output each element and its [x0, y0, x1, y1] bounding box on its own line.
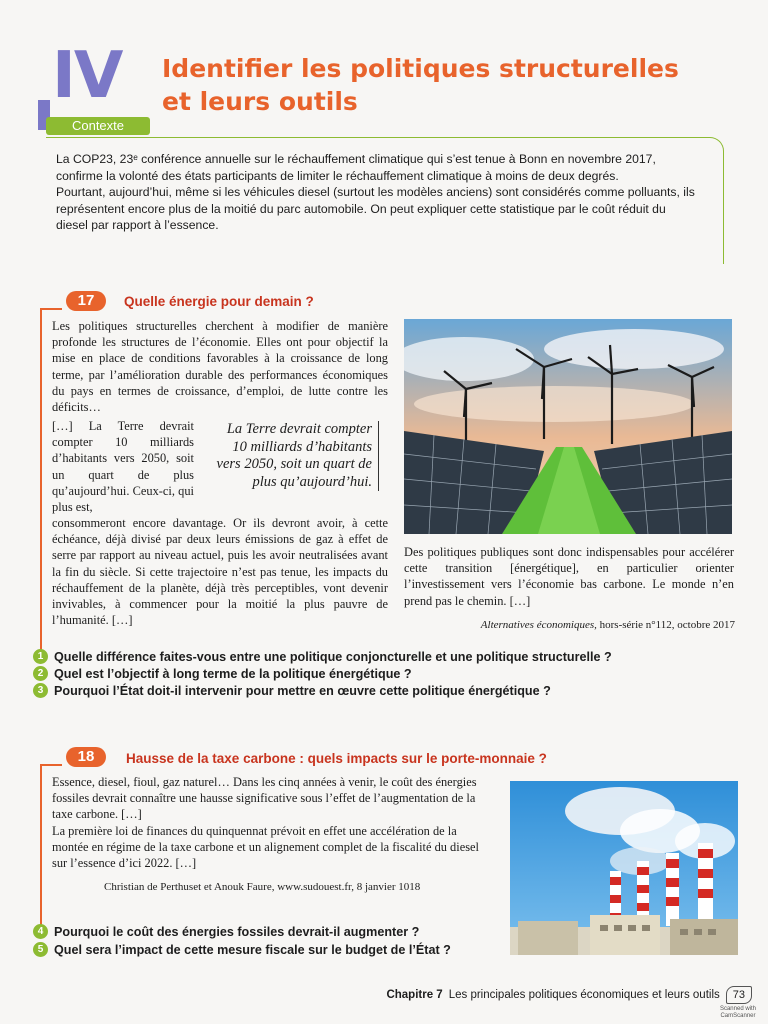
question-number: 4 — [33, 924, 48, 939]
wind-solar-illustration — [404, 319, 732, 534]
doc17-bracket-top — [40, 308, 62, 310]
page-title-line-1: Identifier les politiques structurelles — [162, 54, 679, 83]
question-text: Pourquoi le coût des énergies fossiles devrait-il augmenter ? — [54, 924, 420, 939]
power-plant-photo — [510, 781, 738, 955]
question-text: Quelle différence faites-vous entre une politique conjoncturelle et une politique structurelle ? — [54, 649, 612, 664]
doc17-bracket-side — [40, 308, 42, 654]
doc17-pull-quote: La Terre devrait compter 10 milliards d’habitants vers 2050, soit un quart de plus qu’aujourd’hui. — [210, 421, 379, 491]
question-text: Quel est l’objectif à long terme de la politique énergétique ? — [54, 666, 412, 681]
doc17-source-title: Alternatives économiques, — [480, 619, 597, 631]
section-roman-numeral: IV — [52, 39, 122, 113]
doc17-body: consommeront encore davantage. Or ils devront avoir, à cette échéance, déjà divisé par deux leurs émissions de gaz à effet de serre par rapport au niveau actuel, puis les avoir neutralisées avant la fin du siècle. Si cette trajectoire n’est pas tenue, les impacts du réchauffement de la planète, déjà très perceptibles, vont devenir invivables, à commencer pour la moitié la plus pauvre de l’humanité. […] — [52, 516, 388, 628]
question-row — [33, 683, 612, 698]
page-footer — [386, 986, 752, 1004]
doc18-body — [52, 774, 492, 871]
power-plant-illustration — [510, 781, 738, 955]
scanner-line-2: CamScanner — [720, 1013, 756, 1019]
doc18-questions — [33, 924, 451, 957]
question-number: 2 — [33, 666, 48, 681]
doc18-paragraph-2: La première loi de finances du quinquennat prévoit en effet une accélération de la montée en régime de la taxe carbone et un alignement complet de la fiscalité du diesel sur l’essence d’ici 2022. […] — [52, 823, 479, 871]
doc17-title: Quelle énergie pour demain ? — [124, 294, 314, 309]
doc18-source: Christian de Perthuset et Anouk Faure, www.sudouest.fr, 8 janvier 1018 — [104, 881, 421, 893]
footer-chapter-title: Les principales politiques économiques et leurs outils — [448, 989, 720, 1001]
question-row — [33, 649, 612, 664]
doc17-source — [481, 619, 735, 631]
page-number: 73 — [726, 986, 752, 1004]
doc17-narrow-text: […] La Terre devrait compter 10 milliards d’habitants vers 2050, soit un quart de plus qu’aujourd’hui. Ceux-ci, qui plus est, — [52, 419, 194, 515]
question-row — [33, 666, 612, 681]
page-title — [162, 52, 702, 118]
context-paragraph-2: Pourtant, aujourd’hui, même si les véhicules diesel (surtout les modèles anciens) sont considérés comme polluants, ils représentent encore plus de la moitié du parc automobile. On peut expliquer cette statistique par le coût réduit du diesel par rapport à l’essence. — [56, 185, 695, 232]
doc17-source-details: hors-série n°112, octobre 2017 — [596, 619, 735, 631]
doc18-paragraph-1: Essence, diesel, fioul, gaz naturel… Dans les cinq années à venir, le coût des énergies fossiles devrait connaître une hausse significative sous l’effet de l’augmentation de la taxe carbone. […] — [52, 775, 477, 822]
doc17-right-text: Des politiques publiques sont donc indispensables pour accélérer cette transition [énergétique], en particulier orienter l’investissement vers l’économie bas carbone. Le monde n’en prend pas le chemin. […] — [404, 545, 734, 608]
question-text: Quel sera l’impact de cette mesure fiscale sur le budget de l’État ? — [54, 942, 451, 957]
question-row — [33, 942, 451, 957]
scanner-watermark — [720, 1006, 756, 1020]
doc17-number-badge: 17 — [66, 291, 106, 311]
question-number: 3 — [33, 683, 48, 698]
doc18-title: Hausse de la taxe carbone : quels impacts sur le porte-monnaie ? — [126, 751, 547, 766]
scanner-line-1: Scanned with — [719, 1006, 756, 1012]
doc18-number-badge: 18 — [66, 747, 106, 767]
question-number: 1 — [33, 649, 48, 664]
question-number: 5 — [33, 942, 48, 957]
question-text: Pourquoi l’État doit-il intervenir pour mettre en œuvre cette politique énergétique ? — [54, 683, 551, 698]
context-paragraph-1: La COP23, 23ᵉ conférence annuelle sur le réchauffement climatique qui s’est tenue à Bonn en novembre 2017, confirme la volonté des états participants de limiter le réchauffement climatique à moins de deux degrés. — [56, 152, 656, 183]
context-text — [56, 151, 696, 234]
doc18-bracket-side — [40, 764, 42, 930]
question-row — [33, 924, 451, 939]
context-badge: Contexte — [46, 117, 150, 135]
wind-solar-photo — [404, 319, 732, 534]
footer-chapter: Chapitre 7 — [386, 989, 443, 1001]
doc17-intro: Les politiques structurelles cherchent à modifier de manière profonde les structures de l’économie. Elles ont pour objectif la mise en place de conditions favorables à la croissance de long terme, par l’amélioration durable des performances économiques du pays en termes de croissance, d’emploi, de lutte contre les déficits… — [52, 319, 388, 415]
doc18-bracket-top — [40, 764, 62, 766]
doc17-questions — [33, 649, 612, 698]
page-title-line-2: et leurs outils — [162, 87, 358, 116]
